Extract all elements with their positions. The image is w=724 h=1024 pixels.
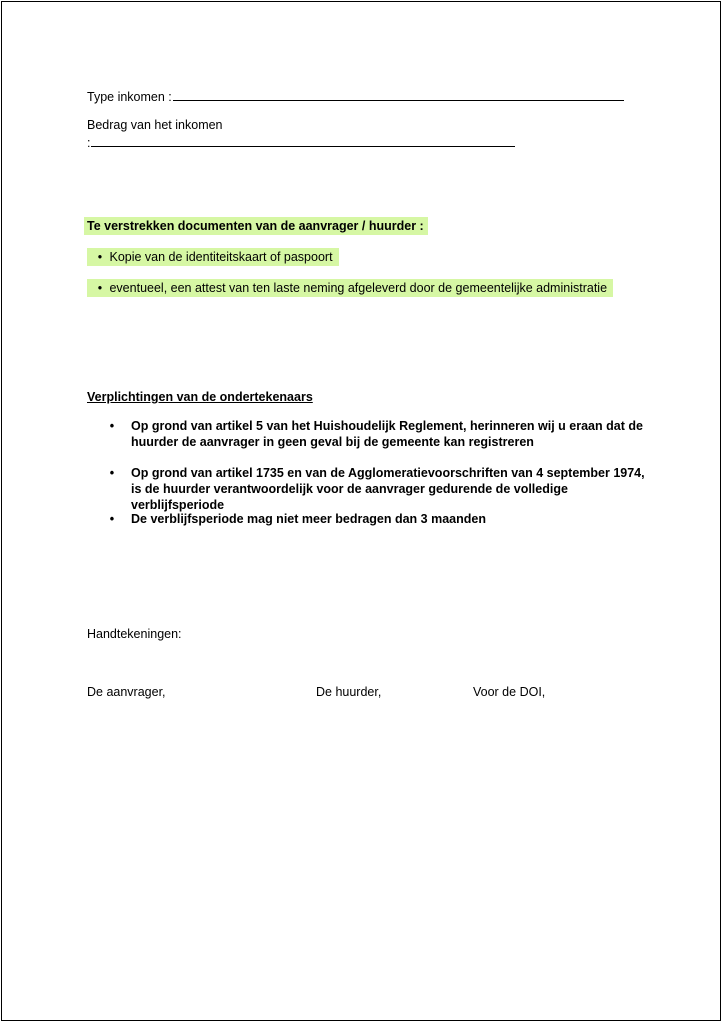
income-amount-label: Bedrag van het inkomen — [87, 118, 223, 132]
income-type-label: Type inkomen : — [87, 90, 172, 104]
bullet-icon: • — [109, 419, 115, 433]
income-type-row — [87, 88, 624, 105]
signatures-label: Handtekeningen: — [87, 627, 182, 641]
income-amount-fill-line — [91, 134, 515, 147]
bullet-icon: • — [97, 281, 103, 295]
income-amount-colon: : — [87, 136, 91, 150]
obligation-item-text: Op grond van artikel 5 van het Huishoudelijk Reglement, herinneren wij u eraan dat de huurder de aanvrager in geen geval bij de gemeente kan registreren — [131, 419, 643, 449]
signature-applicant: De aanvrager, — [87, 685, 166, 699]
obligations-title: Verplichtingen van de ondertekenaars — [87, 390, 313, 404]
bullet-icon: • — [97, 250, 103, 264]
document-item — [87, 279, 613, 297]
obligation-item-text: De verblijfsperiode mag niet meer bedragen dan 3 maanden — [131, 512, 486, 526]
document-item-text: eventueel, een attest van ten laste neming afgeleverd door de gemeentelijke administratie — [109, 281, 608, 295]
signature-tenant: De huurder, — [316, 685, 382, 699]
bullet-icon: • — [109, 512, 115, 526]
document-item-text: Kopie van de identiteitskaart of paspoort — [109, 250, 333, 264]
obligation-item-text: Op grond van artikel 1735 en van de Agglomeratievoorschriften van 4 september 1974, is de huurder verantwoordelijk voor de aanvrager gedurende de volledige verblijfsperiode — [131, 466, 645, 512]
documents-title: Te verstrekken documenten van de aanvrager / huurder : — [84, 217, 428, 235]
income-amount-row — [87, 134, 515, 151]
income-type-fill-line — [173, 88, 624, 101]
signature-doi: Voor de DOI, — [473, 685, 546, 699]
document-item — [87, 248, 339, 266]
bullet-icon: • — [109, 466, 115, 480]
